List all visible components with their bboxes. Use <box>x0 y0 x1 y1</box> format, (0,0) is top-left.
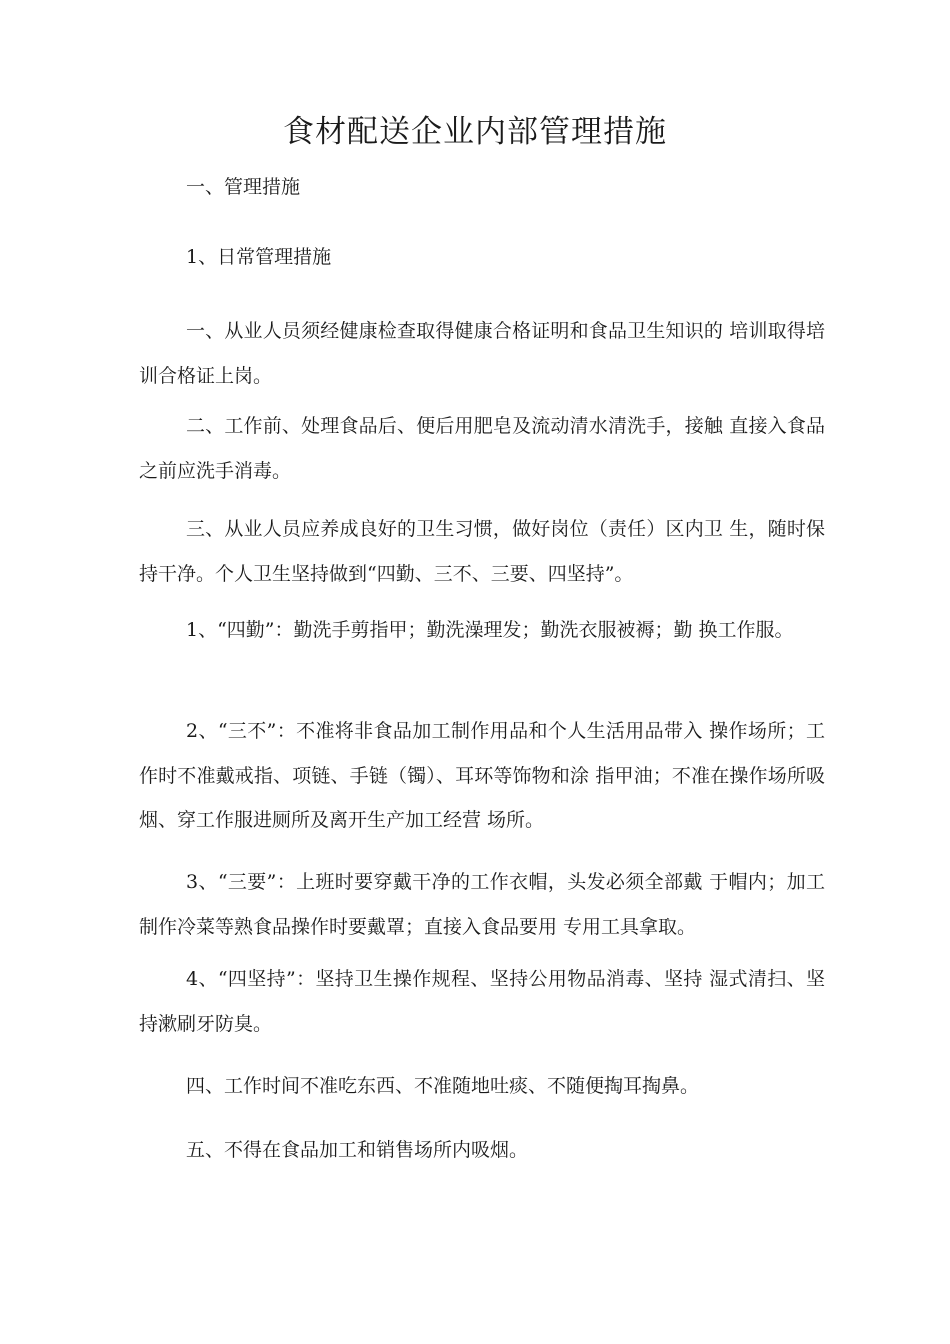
subsection-heading: 1、日常管理措施 <box>186 246 332 268</box>
paragraph-no-eating: 四、工作时间不准吃东西、不准随地吐痰、不随便掏耳掏鼻。 <box>186 1075 700 1097</box>
paragraph-three-nots: 2、“三不”：不准将非食品加工制作用品和个人生活用品带入 操作场所；工作时不准戴戒指、项链、手链（镯）、耳环等饰物和涂 指甲油；不准在操作场所吸烟、穿工作服进厕所及离开生产加工经营 场所。 <box>139 720 825 831</box>
paragraph-three-musts: 3、“三要”：上班时要穿戴干净的工作衣帽，头发必须全部戴 于帽内；加工制作冷菜等熟食品操作时要戴罩；直接入食品要用 专用工具拿取。 <box>139 871 825 938</box>
section-heading: 一、管理措施 <box>186 176 301 198</box>
paragraph-health-certificate: 一、从业人员须经健康检查取得健康合格证明和食品卫生知识的 培训取得培训合格证上岗。 <box>139 320 825 387</box>
paragraph-four-persistences: 4、“四坚持”：坚持卫生操作规程、坚持公用物品消毒、坚持 湿式清扫、坚持漱刷牙防臭。 <box>139 968 825 1035</box>
paragraph-no-smoking: 五、不得在食品加工和销售场所内吸烟。 <box>186 1139 529 1161</box>
document-title: 食材配送企业内部管理措施 <box>283 114 667 150</box>
paragraph-hygiene-habits: 三、从业人员应养成良好的卫生习惯，做好岗位（责任）区内卫 生，随时保持干净。个人卫生坚持做到“四勤、三不、三要、四坚持”。 <box>139 518 825 585</box>
paragraph-four-diligences: 1、“四勤”：勤洗手剪指甲；勤洗澡理发；勤洗衣服被褥；勤 换工作服。 <box>186 619 794 641</box>
paragraph-hand-washing: 二、工作前、处理食品后、便后用肥皂及流动清水清洗手，接触 直接入食品之前应洗手消毒。 <box>139 415 825 482</box>
